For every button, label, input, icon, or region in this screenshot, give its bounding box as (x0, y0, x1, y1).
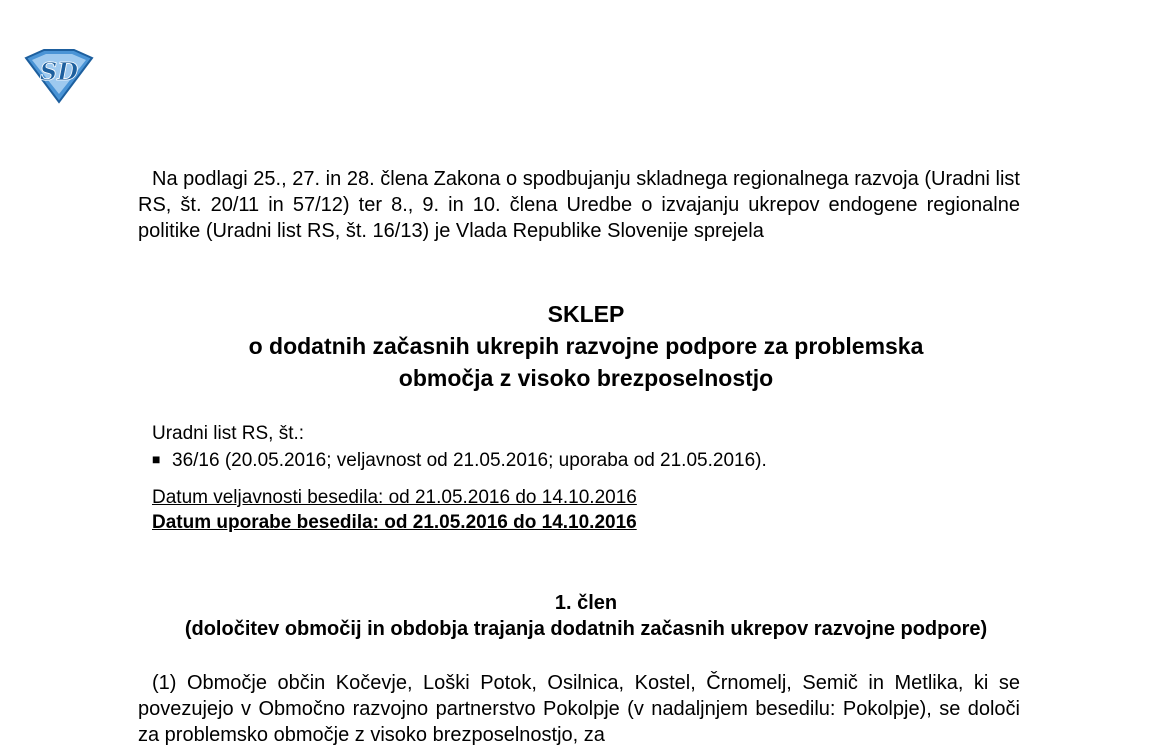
document-title: SKLEP (547, 301, 625, 327)
gazette-list-item (152, 447, 767, 473)
logo (22, 48, 96, 104)
logo-text: SD (39, 57, 79, 86)
article-number: 1. člen (554, 592, 618, 614)
intro-paragraph: Na podlagi 25., 27. in 28. člena Zakona o spodbujanju skladnega regionalnega razvoja (Uradni list RS, št. 20/11 in 57/12) ter 8., 9. in 10. člena Uredbe o izvajanju ukrepov endogene regionalne politike (Uradni list RS, št. 16/13) je Vlada Republike Slovenije sprejela (138, 168, 1020, 242)
document-subtitle-line1: o dodatnih začasnih ukrepih razvojne podpore za problemska (248, 333, 924, 359)
gazette-item-text: 36/16 (20.05.2016; veljavnost od 21.05.2016; uporaba od 21.05.2016). (172, 450, 767, 471)
usage-date: Datum uporabe besedila: od 21.05.2016 do 14.10.2016 (152, 512, 637, 533)
validity-date: Datum veljavnosti besedila: od 21.05.2016 do 14.10.2016 (152, 487, 637, 508)
article-body: (1) Območje občin Kočevje, Loški Potok, Osilnica, Kostel, Črnomelj, Semič in Metlika, ki se povezujejo v Območno razvojno partnerstvo Pokolpje (v nadaljnjem besedilu: Pokolpje), se določi za problemsko območje z visoko brezposelnostjo, za (138, 672, 1020, 746)
article-title: (določitev območij in obdobja trajanja dodatnih začasnih ukrepov razvojne podpore) (184, 618, 988, 640)
bullet-icon: ■ (152, 451, 161, 467)
document-subtitle-line2: območja z visoko brezposelnostjo (398, 365, 774, 391)
sd-logo-icon (22, 48, 96, 104)
gazette-label: Uradni list RS, št.: (152, 423, 305, 444)
